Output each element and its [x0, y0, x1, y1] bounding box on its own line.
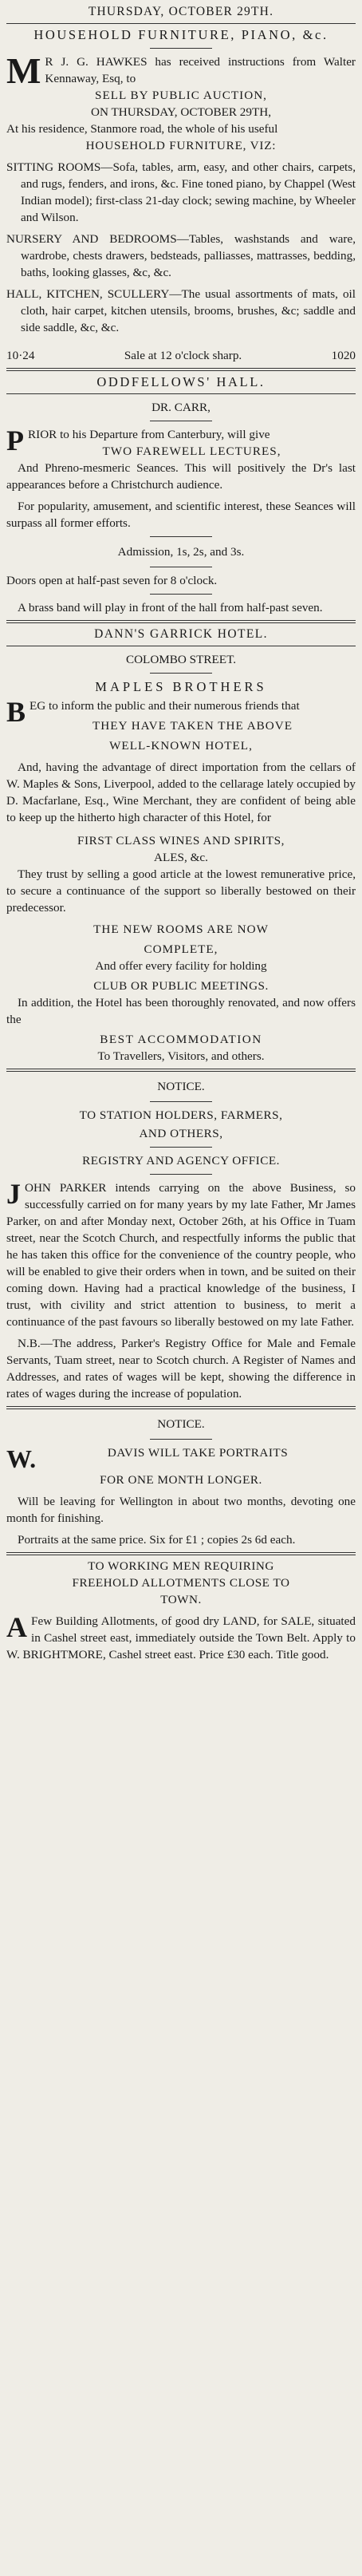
divider	[150, 536, 212, 537]
registry-office-ad	[6, 1078, 356, 1402]
davis-portraits-ad	[6, 1416, 356, 1548]
garrick-headline: DANN'S GARRICK HOTEL.	[94, 627, 268, 641]
garrick-body: And, having the advantage of direct importation from the cellars of W. Maples & Sons, Liverpool, added to the cellarage lately occupied by D. Macfarlane, Esq., Wine Merchant, they are confident of being able to keep up the hitherto high character of this Hotel, for	[6, 761, 356, 824]
garrick-hotel-line: WELL-KNOWN HOTEL,	[109, 739, 253, 753]
allotments-body	[6, 1613, 356, 1663]
auction-code-right: 1020	[331, 349, 356, 362]
oddfellows-seances: And Phreno-mesmeric Seances. This will positively the Dr's last appearances before a Christchurch audience.	[6, 461, 356, 492]
oddfellows-subhead: DR. CARR,	[151, 401, 211, 414]
divider	[6, 393, 356, 394]
section-divider	[6, 1069, 356, 1072]
divider	[150, 48, 212, 49]
auction-at-line: At his residence, Stanmore road, the whole of his useful	[6, 122, 278, 136]
registry-notice: NOTICE.	[157, 1080, 205, 1093]
garrick-offer: And offer every facility for holding	[95, 959, 267, 973]
garrick-wines: FIRST CLASS WINES AND SPIRITS,	[77, 834, 285, 847]
oddfellows-popularity: For popularity, amusement, and scientific interest, these Seances will surpass all former efforts.	[6, 500, 356, 530]
divider	[6, 23, 356, 24]
section-divider	[6, 1552, 356, 1555]
allotments-headline-1: TO WORKING MEN REQUIRING	[88, 1559, 274, 1573]
auction-footer	[6, 347, 356, 364]
furniture-auction-ad	[6, 3, 356, 364]
allotments-ad	[6, 1558, 356, 1663]
registry-intro	[6, 1179, 356, 1330]
auction-on-line: ON THURSDAY, OCTOBER 29TH,	[90, 105, 272, 119]
section-divider	[6, 368, 356, 371]
davis-headline-block	[6, 1444, 356, 1488]
auction-intro	[6, 50, 356, 91]
registry-nb: N.B.—The address, Parker's Registry Office for Male and Female Servants, Tuam street, near to Scotch church. A Register of Names and Addresses, and rates of wages will be kept, showing the difference in rates of wages during the increase of population.	[6, 1337, 356, 1401]
oddfellows-admission: Admission, 1s, 2s, and 3s.	[117, 545, 245, 559]
garrick-trust: They trust by selling a good article at the lowest remunerative price, to secure a continuance of the support so liberally bestowed on their predecessor.	[6, 867, 356, 915]
davis-body: Will be leaving for Wellington in about two months, devoting one month for finishing.	[6, 1495, 356, 1525]
auction-sitting-rooms: SITTING ROOMS—Sofa, tables, arm, easy, and other chairs, carpets, and rugs, fenders, and irons, &c. Fine toned piano, by Chappel (West Indian model); first-class 21-day clock; sewing machine, by Wheeler and Wilson.	[6, 160, 356, 224]
allotments-headline-2: FREEHOLD ALLOTMENTS CLOSE TO	[72, 1576, 290, 1590]
allotments-body-text: Few Building Allotments, of good dry LAND, for SALE, situated in Cashel street east, immediately outside the Town Belt. Apply to W. BRIGHTMORE, Cashel street east. Price £30 each. Title good.	[6, 1614, 356, 1661]
divider	[150, 1101, 212, 1102]
garrick-firm: MAPLES BROTHERS	[95, 679, 267, 694]
oddfellows-intro-text: RIOR to his Departure from Canterbury, will give	[28, 428, 270, 441]
auction-code-left: 10·24	[6, 349, 35, 362]
divider	[150, 1147, 212, 1148]
garrick-meetings: CLUB OR PUBLIC MEETINGS.	[93, 979, 269, 993]
registry-to-line: TO STATION HOLDERS, FARMERS,	[79, 1108, 283, 1122]
garrick-taken: THEY HAVE TAKEN THE ABOVE	[92, 719, 293, 733]
oddfellows-hall-ad	[6, 373, 356, 616]
drop-cap-letter: M	[6, 50, 41, 91]
oddfellows-headline: ODDFELLOWS' HALL.	[96, 374, 266, 389]
auction-intro-text: R J. G. HAWKES has received instructions from Walter Kennaway, Esq, to	[45, 55, 356, 85]
oddfellows-lectures: TWO FAREWELL LECTURES,	[102, 444, 281, 458]
registry-and-others: AND OTHERS,	[139, 1127, 223, 1140]
auction-sell-line: SELL BY PUBLIC AUCTION,	[95, 89, 267, 102]
auction-nursery-bedrooms: NURSERY AND BEDROOMS—Tables, washstands and ware, wardrobe, chests drawers, bedsteads, palliasses, mattrasses, bedding, baths, looking glasses, &c, &c.	[6, 232, 356, 279]
oddfellows-band: A brass band will play in front of the hall from half-past seven.	[18, 601, 323, 614]
section-divider	[6, 1406, 356, 1409]
drop-cap-letter: P	[6, 425, 24, 456]
auction-hall-kitchen: HALL, KITCHEN, SCULLERY—The usual assortments of mats, oil cloth, hair carpet, kitchen utensils, brooms, brushes, &c; saddle and side saddle, &c, &c.	[6, 287, 356, 334]
drop-cap-letter: W.	[6, 1444, 37, 1473]
davis-price: Portraits at the same price. Six for £1 ; copies 2s 6d each.	[18, 1533, 296, 1547]
garrick-street: COLOMBO STREET.	[125, 653, 237, 666]
registry-intro-text: OHN PARKER intends carrying on the above Business, so successfully carried on for many years by my late Father, Mr James Parker, on and after Monday next, October 26th, at his Office in Tuam street, near the Scotch Church, and respectfully informs the public that he has taken this office for the convenience of the country people, who will be enabled to give their orders when in town, and be suited on their coming down. Having had a practical knowledge of the business, I trust, with civility and strict attention to business, to merit a continuance of the past favours so liberally bestowed on my late Father.	[6, 1181, 356, 1329]
davis-subhead: FOR ONE MONTH LONGER.	[100, 1473, 262, 1487]
divider	[150, 1439, 212, 1440]
garrick-rooms: THE NEW ROOMS ARE NOW	[93, 923, 269, 936]
garrick-hotel-ad	[6, 626, 356, 1065]
garrick-intro-text: EG to inform the public and their numerous friends that	[30, 699, 300, 713]
garrick-addition: In addition, the Hotel has been thoroughly renovated, and now offers the	[6, 996, 356, 1026]
registry-office-line: REGISTRY AND AGENCY OFFICE.	[82, 1154, 280, 1167]
auction-date-heading: THURSDAY, OCTOBER 29TH.	[88, 5, 274, 18]
auction-headline: HOUSEHOLD FURNITURE, PIANO, &c.	[33, 27, 329, 42]
drop-cap-letter: B	[6, 696, 26, 728]
section-divider	[6, 620, 356, 623]
garrick-travellers: To Travellers, Visitors, and others.	[97, 1049, 265, 1063]
auction-sale-time: Sale at 12 o'clock sharp.	[124, 349, 242, 362]
auction-furniture-heading: HOUSEHOLD FURNITURE, VIZ:	[85, 139, 277, 152]
oddfellows-doors: Doors open at half-past seven for 8 o'clock.	[6, 574, 218, 587]
davis-notice: NOTICE.	[157, 1417, 205, 1431]
garrick-complete: COMPLETE,	[144, 942, 218, 956]
davis-headline: DAVIS WILL TAKE PORTRAITS	[107, 1446, 289, 1460]
divider	[150, 594, 212, 595]
divider	[150, 673, 212, 674]
divider	[150, 1174, 212, 1175]
allotments-headline-3: TOWN.	[160, 1593, 202, 1606]
garrick-ales: ALES, &c.	[154, 851, 208, 864]
garrick-best: BEST ACCOMMODATION	[100, 1033, 262, 1046]
drop-cap-letter: J	[6, 1178, 21, 1210]
drop-cap-letter: A	[6, 1611, 27, 1643]
